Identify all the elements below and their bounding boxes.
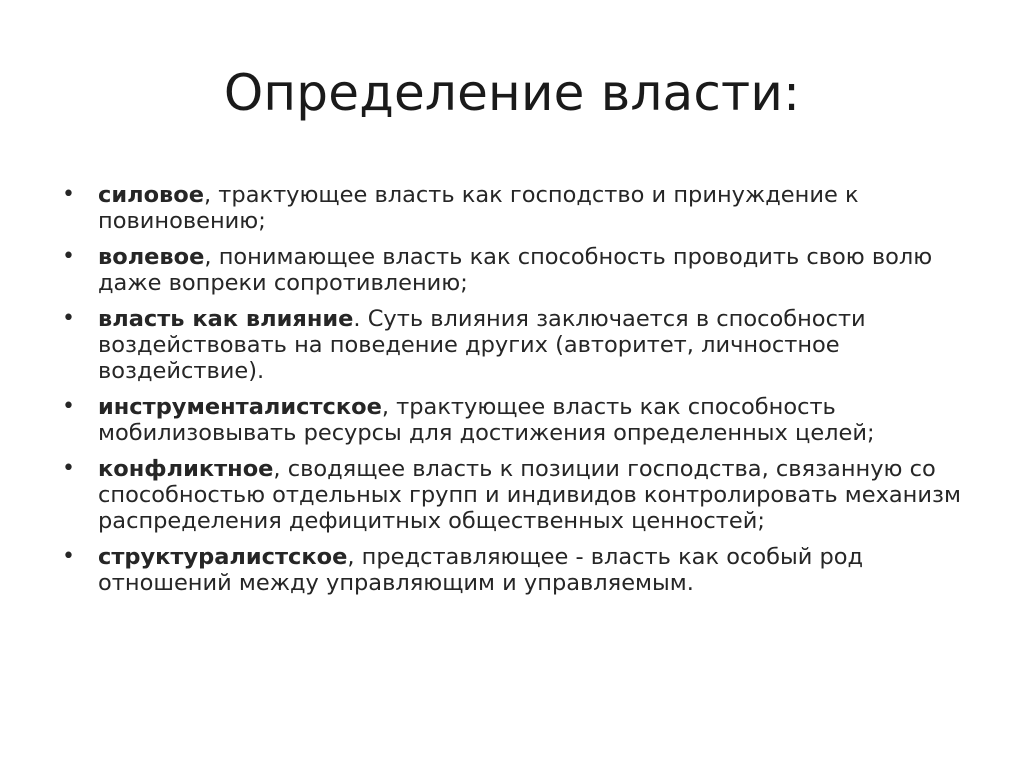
bullet-icon: • <box>62 182 75 207</box>
item-text: , трактующее власть как способность мобилизовывать ресурсы для достижения определенных целей; <box>98 394 875 446</box>
list-item <box>62 244 962 296</box>
item-text: , понимающее власть как способность проводить свою волю даже вопреки сопротивлению; <box>98 244 933 296</box>
list-item <box>62 456 962 534</box>
item-term: инструменталистское <box>98 394 382 420</box>
bullet-icon: • <box>62 394 75 419</box>
item-text: , сводящее власть к позиции господства, связанную со способностью отдельных групп и индивидов контролировать механизм распределения дефицитных общественных ценностей; <box>98 456 961 534</box>
definitions-list <box>62 182 962 606</box>
list-item <box>62 394 962 446</box>
bullet-icon: • <box>62 544 75 569</box>
item-term: власть как влияние <box>98 306 354 332</box>
item-term: силовое <box>98 182 204 208</box>
list-item <box>62 306 962 384</box>
bullet-icon: • <box>62 244 75 269</box>
item-term: волевое <box>98 244 205 270</box>
item-text: , трактующее власть как господство и принуждение к повиновению; <box>98 182 859 234</box>
item-text: . Суть влияния заключается в способности воздействовать на поведение других (авторитет, личностное воздействие). <box>98 306 866 384</box>
item-term: структуралистское <box>98 544 348 570</box>
item-term: конфликтное <box>98 456 274 482</box>
list-item <box>62 182 962 234</box>
slide-title: Определение власти: <box>223 64 801 122</box>
list-item <box>62 544 962 596</box>
bullet-icon: • <box>62 456 75 481</box>
item-text: , представляющее - власть как особый род отношений между управляющим и управляемым. <box>98 544 864 596</box>
bullet-icon: • <box>62 306 75 331</box>
